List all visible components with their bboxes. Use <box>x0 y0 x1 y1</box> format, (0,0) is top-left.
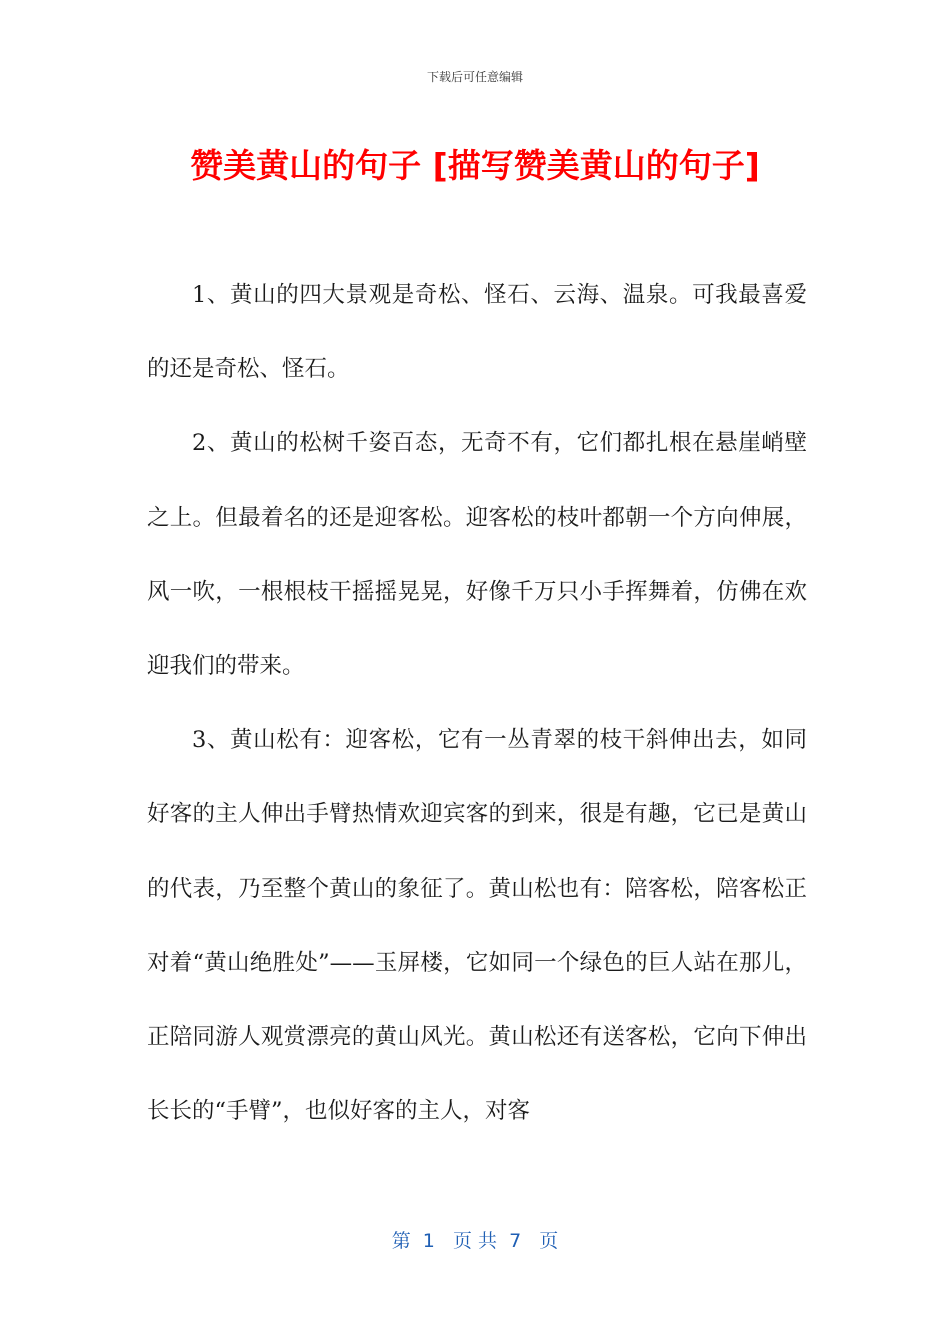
paragraph-2: 2、黄山的松树千姿百态，无奇不有，它们都扎根在悬崖峭壁之上。但最着名的还是迎客松。迎客松的枝叶都朝一个方向伸展，风一吹，一根根枝干摇摇晃晃，好像千万只小手挥舞着，仿佛在欢迎我们的带来。 <box>147 430 807 680</box>
page-number-footer: 第 1 页 共 7 页 <box>391 1230 559 1252</box>
paragraph-3: 3、黄山松有：迎客松，它有一丛青翠的枝干斜伸出去，如同好客的主人伸出手臂热情欢迎宾客的到来，很是有趣，它已是黄山的代表，乃至整个黄山的象征了。黄山松也有：陪客松，陪客松正对着“黄山绝胜处”——玉屏楼，它如同一个绿色的巨人站在那儿，正陪同游人观赏漂亮的黄山风光。黄山松还有送客松，它向下伸出长长的“手臂”，也似好客的主人，对客 <box>147 727 807 1125</box>
paragraph-1: 1、黄山的四大景观是奇松、怪石、云海、温泉。可我最喜爱的还是奇松、怪石。 <box>147 282 807 383</box>
document-body <box>147 258 807 1148</box>
header-note: 下载后可任意编辑 <box>426 70 523 84</box>
document-title: 赞美黄山的句子 [描写赞美黄山的句子] <box>190 146 760 185</box>
